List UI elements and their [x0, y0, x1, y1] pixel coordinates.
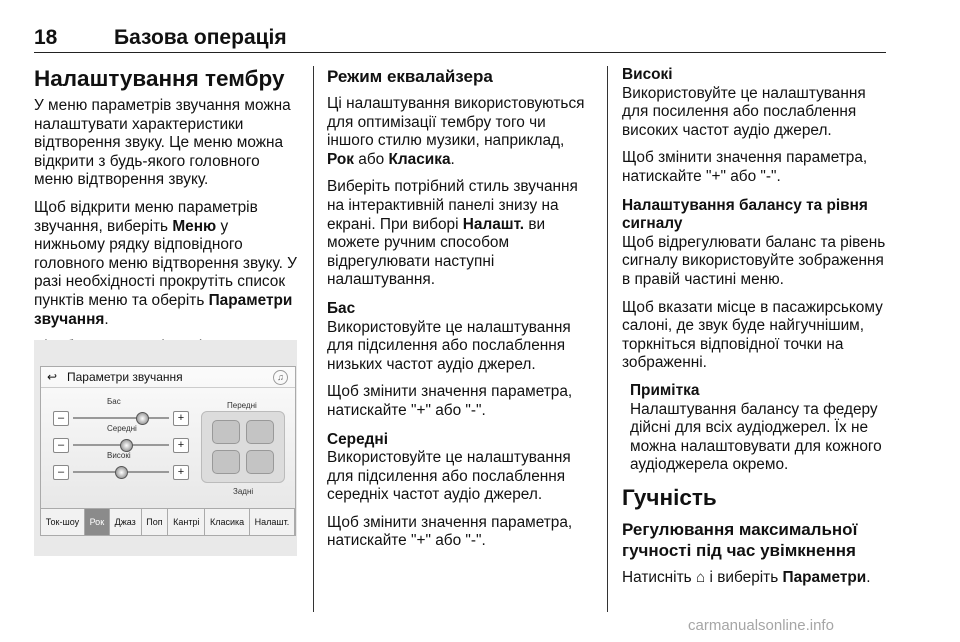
note-box	[630, 382, 890, 475]
minus-button[interactable]: –	[53, 438, 69, 453]
menu-term: Меню	[172, 217, 217, 235]
treble-slider[interactable]	[53, 451, 188, 483]
plus-button[interactable]: +	[173, 465, 189, 480]
tab-equalizer-preset[interactable]: Джаз	[110, 509, 142, 535]
paragraph: У меню параметрів звучання можна налаштувати характеристики відтворення звуку. Це меню можна відкрити з будь-якого головного меню відтворення звуку.	[34, 97, 291, 189]
section-heading: Режим еквалайзера	[327, 67, 493, 86]
note-text: Налаштування балансу та федеру дійсні для всіх аудіоджерел. Їх не можна налаштовувати для кожного аудіоджерела окремо.	[630, 400, 882, 474]
menu-term: Класика	[388, 150, 451, 168]
column-2	[327, 66, 595, 560]
screen-title: Параметри звучання	[67, 370, 183, 384]
rear-label: Задні	[233, 487, 254, 496]
tab-equalizer-preset[interactable]: Поп	[142, 509, 169, 535]
minus-button[interactable]: –	[53, 465, 69, 480]
watermark: carmanualsonline.info	[688, 617, 834, 634]
section-heading-volume: Гучність	[622, 484, 717, 510]
paragraph: Щоб вказати місце в пасажирському салоні, де звук буде найгучнішим, торкніться відповідної точки на зображенні.	[622, 298, 883, 372]
plus-button[interactable]: +	[173, 438, 189, 453]
paragraph: Щоб змінити значення параметра, натискайте "+" або "-".	[327, 383, 573, 419]
subheading-bass: Бас	[327, 299, 356, 317]
seat-icon	[212, 420, 240, 444]
tab-equalizer-preset[interactable]: Кантрі	[168, 509, 205, 535]
subheading-startup-volume: Регулювання максимальної гучності під час увімкнення	[622, 519, 858, 560]
subheading-mid: Середні	[327, 430, 388, 448]
slider-label: Середні	[107, 424, 137, 433]
menu-term: Рок	[327, 150, 354, 168]
balance-fader-map[interactable]	[201, 411, 285, 483]
tab-equalizer-preset[interactable]: Рок	[85, 509, 110, 535]
paragraph: Щоб змінити значення параметра, натискайте "+" або "-".	[622, 149, 868, 185]
paragraph: Щоб відрегулювати баланс та рівень сигналу використовуйте зображення в правій частині меню.	[622, 233, 886, 288]
screenshot-figure	[34, 340, 297, 556]
column-divider	[607, 66, 608, 612]
paragraph: Використовуйте це налаштування для підсилення або послаблення середніх частот аудіо джерел.	[327, 449, 571, 504]
slider-label: Високі	[107, 451, 131, 460]
column-divider	[313, 66, 314, 612]
seat-icon	[246, 450, 274, 474]
section-heading: Налаштування тембру	[34, 66, 285, 91]
column-1	[34, 66, 302, 366]
paragraph: Використовуйте це налаштування для підсилення або послаблення низьких частот аудіо джерел.	[327, 318, 571, 373]
page-number: 18	[34, 26, 58, 49]
paragraph: Щоб змінити значення параметра, натискайте "+" або "-".	[327, 513, 573, 550]
paragraph: Щоб відкрити меню параметрів звучання, виберіть Меню у нижньому рядку відповідного головного меню відтворення звуку. У разі необхідності прокрутіть список пунктів меню та оберіть Параметри звучання.	[34, 198, 297, 328]
slider-knob[interactable]	[115, 466, 128, 479]
screen-top-bar	[41, 367, 295, 388]
tab-equalizer-preset[interactable]: Класика	[205, 509, 250, 535]
menu-term: Параметри	[782, 568, 867, 586]
slider-track	[73, 417, 169, 419]
menu-term: Налашт.	[462, 215, 525, 233]
paragraph: Виберіть потрібний стиль звучання на інтерактивній панелі знизу на екрані. При виборі Налашт. ви можете ручним способом відрегулювати наступні налаштування.	[327, 178, 578, 289]
music-note-icon[interactable]: ♫	[273, 370, 288, 385]
slider-knob[interactable]	[136, 412, 149, 425]
minus-button[interactable]: –	[53, 411, 69, 426]
note-heading: Примітка	[630, 381, 700, 399]
column-3	[622, 66, 890, 596]
tab-equalizer-preset[interactable]: Налашт.	[250, 509, 295, 535]
seat-icon	[212, 450, 240, 474]
sound-settings-screen	[40, 366, 296, 536]
page-header	[34, 26, 886, 53]
subheading-balance: Налаштування балансу та рівня сигналу	[622, 196, 868, 233]
paragraph: Натисніть ⌂ і виберіть Параметри.	[622, 568, 871, 586]
front-label: Передні	[227, 401, 257, 410]
chapter-title: Базова операція	[114, 26, 287, 49]
seat-icon	[246, 420, 274, 444]
paragraph: Використовуйте це налаштування для посилення або послаблення високих частот аудіо джерел.	[622, 84, 866, 139]
paragraph: Ці налаштування використовуються для оптимізації тембру того чи іншого стилю музики, наприклад, Рок або Класика.	[327, 95, 585, 168]
home-icon: ⌂	[695, 568, 706, 586]
plus-button[interactable]: +	[173, 411, 189, 426]
back-icon[interactable]: ↩	[47, 370, 58, 384]
subheading-high: Високі	[622, 66, 673, 83]
tab-equalizer-preset[interactable]: Ток-шоу	[41, 509, 85, 535]
slider-label: Бас	[107, 397, 121, 406]
menu-term: Параметри звучання	[34, 291, 293, 328]
equalizer-tab-bar	[41, 508, 295, 535]
